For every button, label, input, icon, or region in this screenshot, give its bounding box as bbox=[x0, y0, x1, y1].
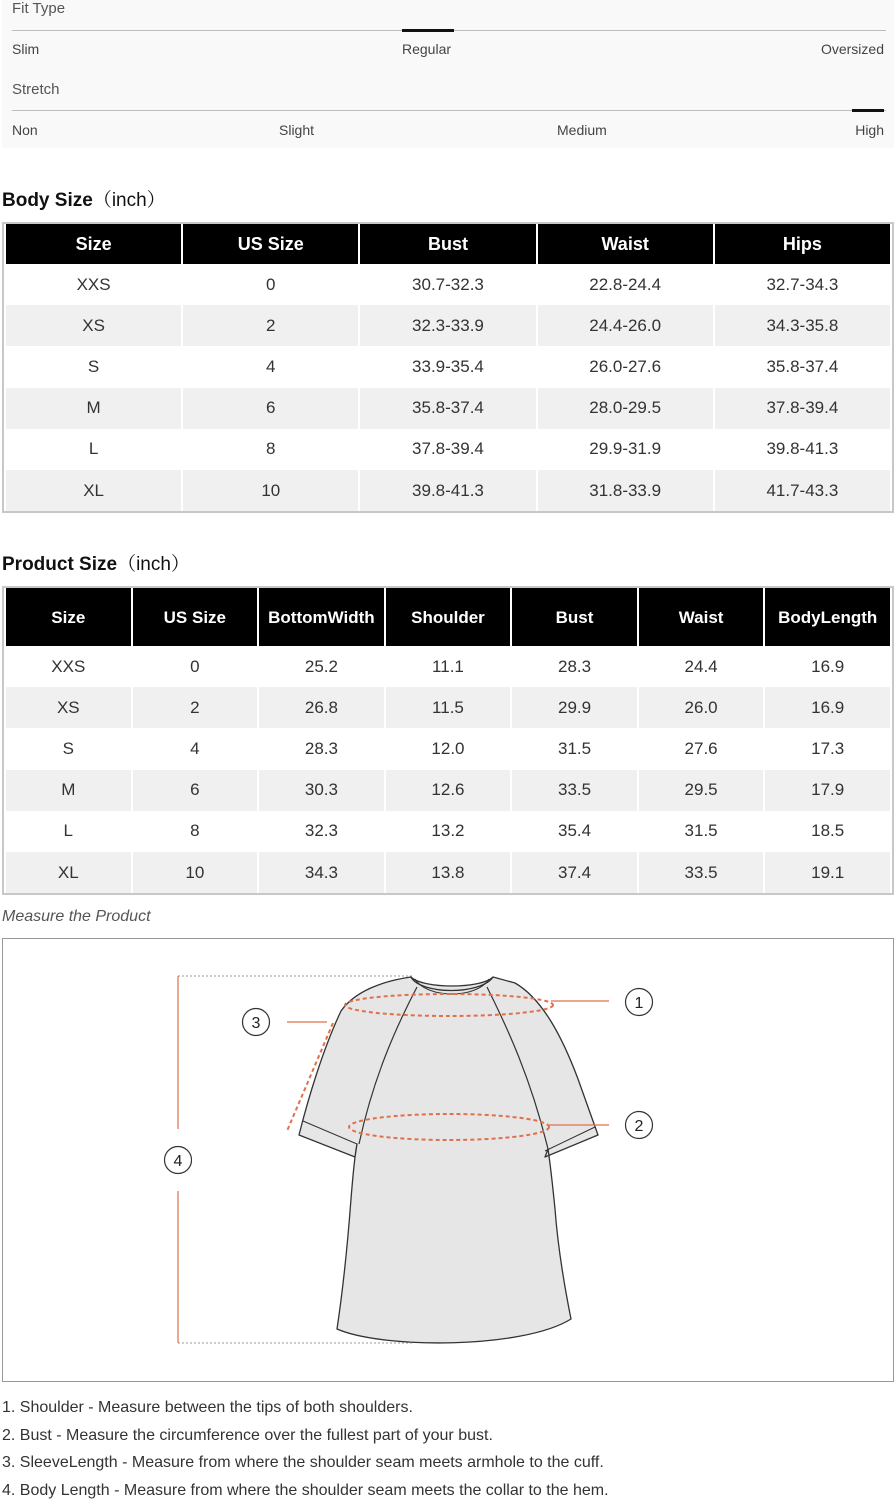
table-cell: 24.4-26.0 bbox=[538, 305, 713, 346]
body-size-title: Body Size（inch） bbox=[2, 190, 166, 211]
table-cell: 26.0 bbox=[639, 687, 764, 728]
table-cell: L bbox=[6, 429, 181, 470]
col-header: BodyLength bbox=[765, 588, 890, 646]
product-size-table bbox=[2, 586, 894, 895]
note-sleeve-length: 3. SleeveLength - Measure from where the shoulder seam meets armhole to the cuff. bbox=[2, 1454, 604, 1471]
table-cell: 30.3 bbox=[259, 770, 384, 811]
table-cell: M bbox=[6, 770, 131, 811]
note-shoulder: 1. Shoulder - Measure between the tips of both shoulders. bbox=[2, 1399, 413, 1416]
col-header: Bust bbox=[512, 588, 637, 646]
table-row bbox=[6, 429, 890, 470]
measure-caption: Measure the Product bbox=[2, 908, 151, 925]
table-cell: 0 bbox=[183, 264, 358, 305]
table-cell: 39.8-41.3 bbox=[715, 429, 890, 470]
col-header: Hips bbox=[715, 224, 890, 264]
table-row bbox=[6, 728, 890, 769]
table-cell: XS bbox=[6, 305, 181, 346]
table-row bbox=[6, 264, 890, 305]
table-cell: 22.8-24.4 bbox=[538, 264, 713, 305]
table-cell: L bbox=[6, 811, 131, 852]
fit-type-label: Fit Type bbox=[12, 0, 66, 17]
col-header: Size bbox=[6, 224, 181, 264]
col-header: Shoulder bbox=[386, 588, 511, 646]
table-cell: 30.7-32.3 bbox=[360, 264, 535, 305]
table-cell: 4 bbox=[183, 346, 358, 387]
col-header: US Size bbox=[183, 224, 358, 264]
table-cell: 2 bbox=[133, 687, 258, 728]
table-cell: S bbox=[6, 346, 181, 387]
table-cell: 33.9-35.4 bbox=[360, 346, 535, 387]
stretch-option-slight: Slight bbox=[279, 122, 315, 138]
product-size-header-row bbox=[6, 588, 890, 646]
table-cell: 6 bbox=[183, 388, 358, 429]
table-cell: 2 bbox=[183, 305, 358, 346]
table-row bbox=[6, 646, 890, 687]
table-cell: 37.8-39.4 bbox=[360, 429, 535, 470]
marker-2 bbox=[626, 1112, 653, 1139]
table-cell: 12.0 bbox=[386, 728, 511, 769]
svg-text:2: 2 bbox=[634, 1118, 644, 1135]
table-cell: 6 bbox=[133, 770, 258, 811]
table-cell: 24.4 bbox=[639, 646, 764, 687]
table-cell: 8 bbox=[133, 811, 258, 852]
table-cell: 28.3 bbox=[512, 646, 637, 687]
table-cell: 32.7-34.3 bbox=[715, 264, 890, 305]
table-cell: 12.6 bbox=[386, 770, 511, 811]
table-cell: 26.8 bbox=[259, 687, 384, 728]
marker-3 bbox=[243, 1009, 270, 1036]
svg-text:3: 3 bbox=[251, 1015, 261, 1032]
table-cell: 31.5 bbox=[639, 811, 764, 852]
table-cell: 31.5 bbox=[512, 728, 637, 769]
table-cell: M bbox=[6, 388, 181, 429]
col-header: Waist bbox=[538, 224, 713, 264]
table-row bbox=[6, 770, 890, 811]
stretch-option-non: Non bbox=[12, 122, 38, 138]
table-cell: 16.9 bbox=[765, 687, 890, 728]
table-cell: 11.1 bbox=[386, 646, 511, 687]
table-cell: S bbox=[6, 728, 131, 769]
table-cell: 34.3-35.8 bbox=[715, 305, 890, 346]
fit-option-oversized: Oversized bbox=[820, 41, 884, 57]
col-header: Waist bbox=[639, 588, 764, 646]
table-cell: 35.8-37.4 bbox=[360, 388, 535, 429]
table-row bbox=[6, 388, 890, 429]
table-cell: 25.2 bbox=[259, 646, 384, 687]
product-size-title: Product Size（inch） bbox=[2, 554, 190, 575]
table-cell: 11.5 bbox=[386, 687, 511, 728]
table-cell: XS bbox=[6, 687, 131, 728]
table-cell: XXS bbox=[6, 264, 181, 305]
diagram-svg bbox=[3, 939, 893, 1381]
table-cell: 4 bbox=[133, 728, 258, 769]
table-cell: 16.9 bbox=[765, 646, 890, 687]
table-row bbox=[6, 470, 890, 511]
fit-option-regular: Regular bbox=[402, 41, 452, 57]
table-row bbox=[6, 811, 890, 852]
fit-stretch-panel bbox=[2, 0, 894, 148]
measure-notes bbox=[2, 1394, 609, 1500]
table-cell: 8 bbox=[183, 429, 358, 470]
table-cell: 33.5 bbox=[512, 770, 637, 811]
table-cell: XXS bbox=[6, 646, 131, 687]
table-cell: 29.9 bbox=[512, 687, 637, 728]
table-cell: 34.3 bbox=[259, 852, 384, 893]
body-size-header-row bbox=[6, 224, 890, 264]
table-cell: 17.9 bbox=[765, 770, 890, 811]
table-cell: 33.5 bbox=[639, 852, 764, 893]
table-cell: 32.3-33.9 bbox=[360, 305, 535, 346]
table-cell: 26.0-27.6 bbox=[538, 346, 713, 387]
table-cell: 39.8-41.3 bbox=[360, 470, 535, 511]
fit-type-marker bbox=[402, 29, 454, 32]
marker-4 bbox=[165, 1147, 192, 1174]
fit-option-slim: Slim bbox=[12, 41, 40, 57]
tshirt-icon bbox=[299, 977, 598, 1343]
note-bust: 2. Bust - Measure the circumference over the fullest part of your bust. bbox=[2, 1426, 493, 1444]
table-cell: 32.3 bbox=[259, 811, 384, 852]
table-cell: XL bbox=[6, 852, 131, 893]
col-header: BottomWidth bbox=[259, 588, 384, 646]
stretch-option-high: High bbox=[855, 122, 884, 138]
table-cell: 28.3 bbox=[259, 728, 384, 769]
table-cell: 29.9-31.9 bbox=[538, 429, 713, 470]
table-row bbox=[6, 305, 890, 346]
table-cell: 37.4 bbox=[512, 852, 637, 893]
table-row bbox=[6, 346, 890, 387]
table-cell: 31.8-33.9 bbox=[538, 470, 713, 511]
table-cell: 27.6 bbox=[639, 728, 764, 769]
table-cell: 35.8-37.4 bbox=[715, 346, 890, 387]
stretch-option-medium: Medium bbox=[557, 122, 607, 138]
table-cell: 37.8-39.4 bbox=[715, 388, 890, 429]
table-cell: 28.0-29.5 bbox=[538, 388, 713, 429]
marker-1 bbox=[626, 989, 653, 1016]
table-row bbox=[6, 687, 890, 728]
stretch-label: Stretch bbox=[12, 81, 60, 98]
svg-text:4: 4 bbox=[173, 1153, 183, 1170]
table-cell: 10 bbox=[183, 470, 358, 511]
col-header: US Size bbox=[133, 588, 258, 646]
table-cell: 13.8 bbox=[386, 852, 511, 893]
note-body-length: 4. Body Length - Measure from where the shoulder seam meets the collar to the hem. bbox=[2, 1481, 609, 1499]
table-cell: 13.2 bbox=[386, 811, 511, 852]
svg-text:1: 1 bbox=[634, 995, 644, 1012]
table-row bbox=[6, 852, 890, 893]
table-cell: 29.5 bbox=[639, 770, 764, 811]
table-cell: 19.1 bbox=[765, 852, 890, 893]
table-cell: 17.3 bbox=[765, 728, 890, 769]
table-cell: 18.5 bbox=[765, 811, 890, 852]
table-cell: XL bbox=[6, 470, 181, 511]
stretch-scale bbox=[12, 110, 886, 111]
table-cell: 35.4 bbox=[512, 811, 637, 852]
body-size-table bbox=[2, 222, 894, 513]
table-cell: 41.7-43.3 bbox=[715, 470, 890, 511]
table-cell: 10 bbox=[133, 852, 258, 893]
col-header: Size bbox=[6, 588, 131, 646]
stretch-marker bbox=[852, 109, 884, 112]
measure-diagram bbox=[2, 938, 894, 1382]
col-header: Bust bbox=[360, 224, 535, 264]
table-cell: 0 bbox=[133, 646, 258, 687]
